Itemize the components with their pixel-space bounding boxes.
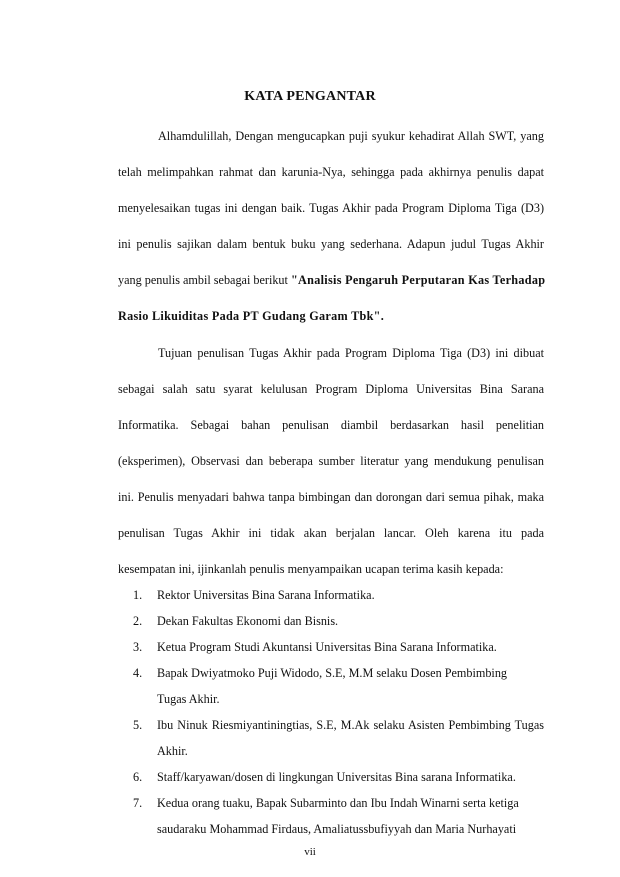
para1-line-5-text: yang penulis ambil sebagai berikut xyxy=(118,273,291,287)
list-item-continuation: saudaraku Mohammad Firdaus, Amaliatussbufiyyah dan Maria Nurhayati xyxy=(157,822,517,836)
list-item: Rektor Universitas Bina Sarana Informatika. xyxy=(157,588,375,602)
list-item-continuation: Akhir. xyxy=(157,744,188,758)
list-item-number: 5. xyxy=(133,718,143,732)
para1-line-2: telah melimpahkan rahmat dan karunia-Nya, sehingga pada akhirnya penulis dapat xyxy=(118,165,544,179)
list-item-continuation: Tugas Akhir. xyxy=(157,692,220,706)
thesis-title-part-2: Rasio Likuiditas Pada PT Gudang Garam Tbk". xyxy=(118,309,385,323)
para1-line-1: Alhamdulillah, Dengan mengucapkan puji syukur kehadirat Allah SWT, yang xyxy=(158,129,544,143)
thesis-title-part-1: "Analisis Pengaruh Perputaran Kas Terhadap xyxy=(290,273,546,287)
list-item-number: 1. xyxy=(133,588,143,602)
list-item: Kedua orang tuaku, Bapak Subarminto dan Ibu Indah Winarni serta ketiga xyxy=(157,796,519,810)
para1-line-4: ini penulis sajikan dalam bentuk buku yang sederhana. Adapun judul Tugas Akhir xyxy=(118,237,544,251)
list-item-number: 7. xyxy=(133,796,143,810)
para2-line-3: Informatika. Sebagai bahan penulisan diambil berdasarkan hasil penelitian xyxy=(118,418,544,432)
para1-line-3: menyelesaikan tugas ini dengan baik. Tugas Akhir pada Program Diploma Tiga (D3) xyxy=(118,201,544,215)
para2-line-5: ini. Penulis menyadari bahwa tanpa bimbingan dan dorongan dari semua pihak, maka xyxy=(118,490,544,504)
page-number: vii xyxy=(304,846,316,858)
list-item: Bapak Dwiyatmoko Puji Widodo, S.E, M.M selaku Dosen Pembimbing xyxy=(157,666,508,680)
para1-line-5 xyxy=(118,272,544,288)
list-item-number: 2. xyxy=(133,614,143,628)
list-item: Staff/karyawan/dosen di lingkungan Universitas Bina sarana Informatika. xyxy=(157,770,516,784)
list-item: Ketua Program Studi Akuntansi Universitas Bina Sarana Informatika. xyxy=(157,640,497,654)
list-item-number: 3. xyxy=(133,640,143,654)
list-item: Dekan Fakultas Ekonomi dan Bisnis. xyxy=(157,614,339,628)
para2-line-7: kesempatan ini, ijinkanlah penulis menyampaikan ucapan terima kasih kepada: xyxy=(118,562,504,576)
page-title: KATA PENGANTAR xyxy=(244,89,376,104)
para2-line-1: Tujuan penulisan Tugas Akhir pada Program Diploma Tiga (D3) ini dibuat xyxy=(158,346,544,360)
list-item-number: 4. xyxy=(133,666,143,680)
para2-line-4: (eksperimen), Observasi dan beberapa sumber literatur yang mendukung penulisan xyxy=(118,454,544,468)
para2-line-2: sebagai salah satu syarat kelulusan Program Diploma Universitas Bina Sarana xyxy=(118,382,544,396)
para2-line-6: penulisan Tugas Akhir ini tidak akan berjalan lancar. Oleh karena itu pada xyxy=(118,526,544,540)
list-item-number: 6. xyxy=(133,770,143,784)
list-item: Ibu Ninuk Riesmiyantiningtias, S.E, M.Ak selaku Asisten Pembimbing Tugas xyxy=(157,718,544,732)
